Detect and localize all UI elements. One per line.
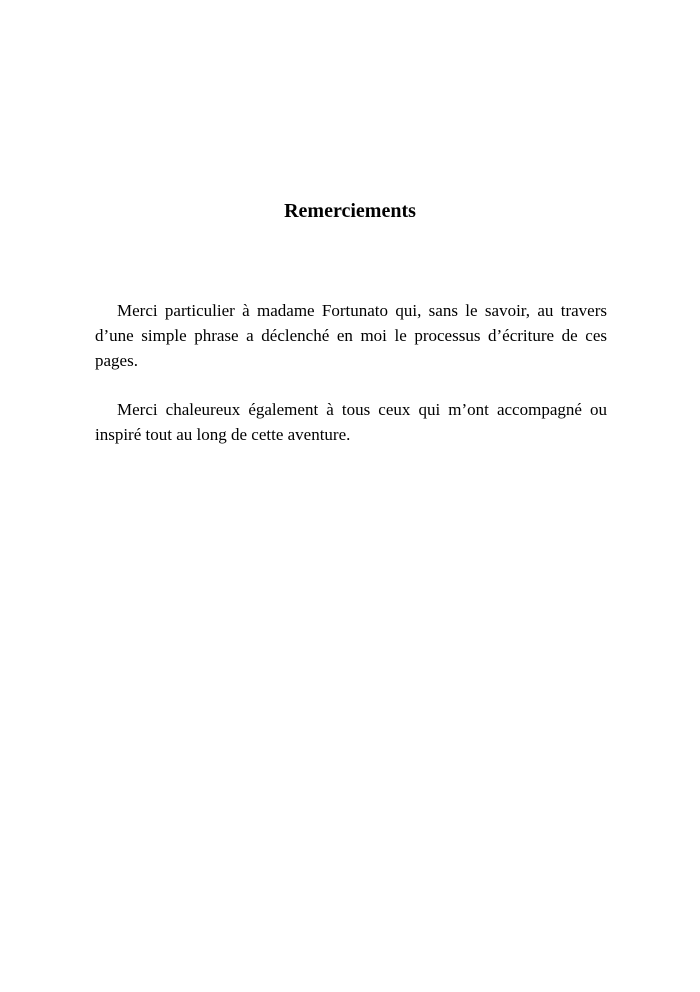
paragraph-2: Merci chaleureux également à tous ceux qui m’ont accompagné ou inspiré tout au long de cette aventure. — [95, 400, 607, 444]
page-title: Remerciements — [284, 200, 416, 222]
paragraph-1: Merci particulier à madame Fortunato qui, sans le savoir, au travers d’une simple phrase a déclenché en moi le processus d’écriture de ces pages. — [95, 301, 607, 370]
acknowledgements-body — [95, 298, 607, 471]
